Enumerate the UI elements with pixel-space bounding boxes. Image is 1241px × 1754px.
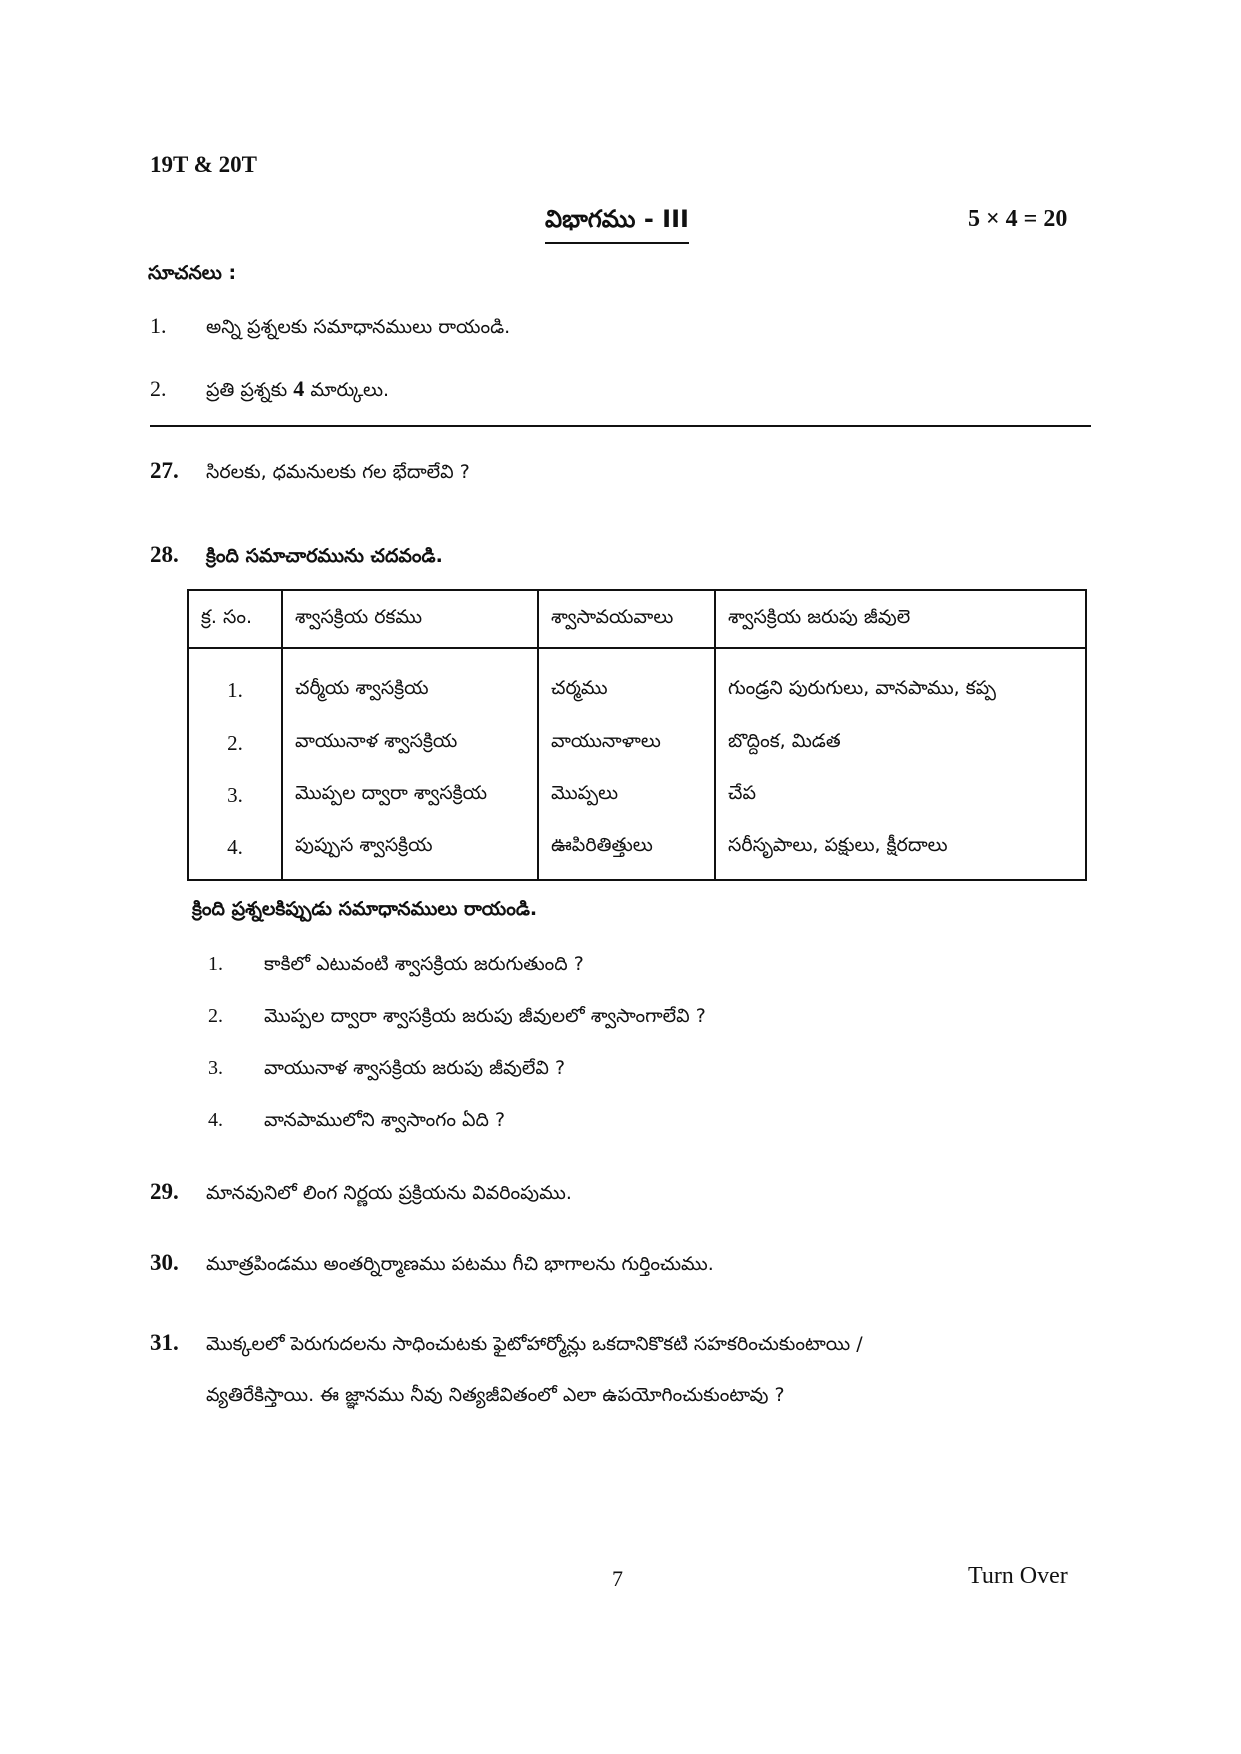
section-marks: 5 × 4 = 20 (968, 206, 1068, 232)
instruction-text-end: మార్కులు. (304, 379, 390, 401)
sub-question-number: 4. (208, 1109, 223, 1131)
instruction-marks-value: 4 (293, 376, 305, 401)
question-number: 30. (150, 1250, 179, 1275)
cell-type: చర్మీయ శ్వాసక్రియ (282, 648, 538, 717)
cell-organisms: సరీసృపాలు, పక్షులు, క్షీరదాలు (715, 821, 1086, 880)
question-text: మూత్రపిండము అంతర్నిర్మాణము పటము గీచి భాగాలను గుర్తించుము. (206, 1253, 714, 1275)
cell-organs: మొప్పలు (538, 769, 715, 821)
sub-question (208, 1109, 505, 1136)
question-number: 27. (150, 458, 179, 483)
question-29 (150, 1179, 572, 1209)
turn-over-label: Turn Over (968, 1563, 1068, 1589)
sub-question (208, 1005, 706, 1032)
cell-type: పుప్పుస శ్వాసక్రియ (282, 821, 538, 880)
cell-type: వాయునాళ శ్వాసక్రియ (282, 717, 538, 769)
question-text: మానవునిలో లింగ నిర్ణయ ప్రక్రియను వివరింపుము. (206, 1182, 572, 1204)
question-text: మొక్కలలో పెరుగుదలను సాధించుటకు ఫైటోహార్మోన్లు ఒకదానికొకటి సహకరించుకుంటాయి / (206, 1333, 863, 1355)
respiration-table (187, 589, 1087, 881)
question-27 (150, 458, 470, 488)
sub-question-text: మొప్పల ద్వారా శ్వాసక్రియ జరుపు జీవులలో శ్వాసాంగాలేవి ? (264, 1005, 706, 1027)
section-title: విభాగము - III (545, 205, 689, 244)
question-number: 29. (150, 1179, 179, 1204)
instruction-item (150, 313, 510, 343)
question-text: క్రింది సమాచారమును చదవండి. (206, 545, 443, 567)
cell-sno: 1. (188, 648, 282, 717)
header-organs: శ్వాసావయవాలు (538, 590, 715, 648)
header-type: శ్వాసక్రియ రకము (282, 590, 538, 648)
paper-code: 19T & 20T (150, 152, 257, 177)
sub-question-number: 1. (208, 953, 223, 975)
header-organisms: శ్వాసక్రియ జరుపు జీవులె (715, 590, 1086, 648)
cell-organisms: చేప (715, 769, 1086, 821)
question-30 (150, 1250, 714, 1280)
cell-organisms: బొద్దింక, మిడత (715, 717, 1086, 769)
cell-sno: 4. (188, 821, 282, 880)
instructions-heading: సూచనలు : (148, 262, 237, 284)
sub-question-text: వాయునాళ శ్వాసక్రియ జరుపు జీవులేవి ? (264, 1057, 566, 1079)
table-row (188, 648, 1086, 717)
instruction-text: ప్రతి ప్రశ్నకు (206, 379, 294, 401)
cell-organs: వాయునాళాలు (538, 717, 715, 769)
question-31 (150, 1330, 863, 1360)
table-row (188, 769, 1086, 821)
cell-sno: 3. (188, 769, 282, 821)
instruction-number: 1. (150, 313, 167, 338)
table-row (188, 717, 1086, 769)
sub-question-text: వానపాములోని శ్వాసాంగం ఏది ? (264, 1109, 506, 1131)
instruction-item (150, 376, 389, 406)
instruction-text: అన్ని ప్రశ్నలకు సమాధానములు రాయండి. (206, 316, 511, 338)
question-28 (150, 542, 443, 572)
question-31-continuation: వ్యతిరేకిస్తాయి. ఈ జ్ఞానము నీవు నిత్యజీవితంలో ఎలా ఉపయోగించుకుంటావు ? (206, 1384, 785, 1406)
question-text: సిరలకు, ధమనులకు గల భేదాలేవి ? (206, 461, 470, 483)
sub-question (208, 1057, 565, 1084)
cell-organs: చర్మము (538, 648, 715, 717)
cell-organs: ఊపిరితిత్తులు (538, 821, 715, 880)
sub-questions-heading: క్రింది ప్రశ్నలకిప్పుడు సమాధానములు రాయండి. (192, 898, 538, 920)
header-sno: క్ర. సం. (188, 590, 282, 648)
sub-question-text: కాకిలో ఎటువంటి శ్వాసక్రియ జరుగుతుంది ? (264, 953, 584, 975)
cell-type: మొప్పల ద్వారా శ్వాసక్రియ (282, 769, 538, 821)
table-header-row (188, 590, 1086, 648)
question-number: 28. (150, 542, 179, 567)
sub-question-number: 3. (208, 1057, 223, 1079)
cell-sno: 2. (188, 717, 282, 769)
instruction-number: 2. (150, 376, 167, 401)
sub-question-number: 2. (208, 1005, 223, 1027)
table-row (188, 821, 1086, 880)
page-number: 7 (612, 1566, 623, 1591)
question-number: 31. (150, 1330, 179, 1355)
divider-line (150, 425, 1091, 427)
cell-organisms: గుండ్రని పురుగులు, వానపాము, కప్ప (715, 648, 1086, 717)
sub-question (208, 953, 584, 980)
